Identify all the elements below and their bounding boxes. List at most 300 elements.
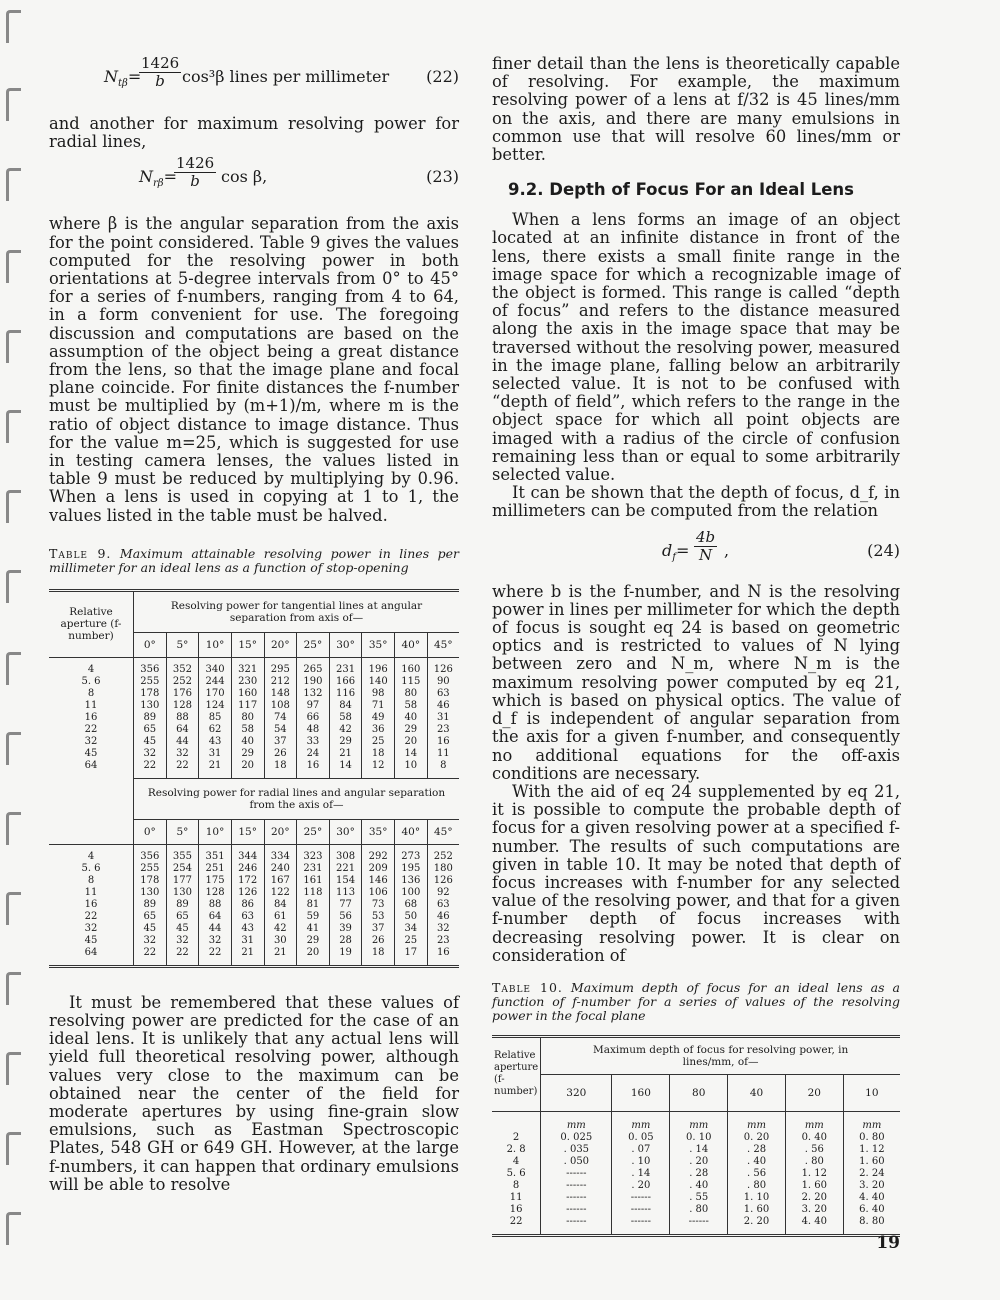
table-cell: 106 bbox=[368, 886, 388, 898]
left-column bbox=[49, 55, 459, 1194]
table-cell: 28 bbox=[339, 934, 352, 946]
table-cell: 100 bbox=[401, 886, 421, 898]
table-cell: 124 bbox=[205, 699, 225, 711]
table-cell: 212 bbox=[270, 675, 290, 687]
aperture-value: 32 bbox=[84, 922, 98, 934]
table-cell: 45 bbox=[143, 922, 157, 934]
value-column bbox=[843, 1111, 900, 1235]
paragraph: and another for maximum resolving power for radial lines, bbox=[49, 114, 459, 152]
right-column bbox=[492, 55, 900, 1237]
power-header: 20 bbox=[785, 1074, 843, 1111]
table-cell: 4. 40 bbox=[801, 1215, 828, 1227]
table-cell: 178 bbox=[140, 687, 160, 699]
paragraph: It can be shown that the depth of focus, d_f, in millimeters can be computed from the relation bbox=[492, 483, 900, 521]
table-cell: . 80 bbox=[746, 1179, 767, 1191]
page-number: 19 bbox=[876, 1233, 900, 1253]
table-cell: 24 bbox=[306, 747, 320, 759]
value-column bbox=[362, 844, 395, 966]
table-cell: 172 bbox=[238, 874, 258, 886]
aperture-value: 5. 6 bbox=[506, 1167, 526, 1179]
value-column bbox=[612, 1111, 670, 1235]
table-cell: . 80 bbox=[689, 1203, 709, 1215]
unit-label: mm bbox=[631, 1119, 651, 1131]
table-cell: 2. 20 bbox=[743, 1215, 770, 1227]
table-cell: 29 bbox=[241, 747, 255, 759]
table-cell: ------ bbox=[630, 1215, 652, 1227]
table-cell: 32 bbox=[143, 747, 157, 759]
table-cell: 89 bbox=[176, 898, 189, 910]
table-cell: 113 bbox=[336, 886, 356, 898]
table-cell: 8 bbox=[440, 759, 447, 771]
table-cell: 64 bbox=[176, 723, 189, 735]
table-cell: 10 bbox=[404, 759, 418, 771]
table-cell: 177 bbox=[172, 874, 192, 886]
table-cell: 126 bbox=[433, 874, 453, 886]
aperture-value: 2 bbox=[512, 1131, 520, 1143]
angle-header: 30° bbox=[329, 819, 362, 844]
paragraph: It must be remembered that these values of resolving power are predicted for the case of an ideal lens. It is unlikely that any actual lens will yield full theoretical resolving power, although values very close to the maximum can be obtained near the center of the field for moderate apertures by using fine-grain slow emulsions, such as Eastman Spectroscopic Plates, 548 GH or 649 GH. However, at the large f-numbers, it can happen that ordinary emulsions will be able to resolve bbox=[49, 992, 459, 1194]
value-column bbox=[785, 1111, 843, 1235]
table-cell: 178 bbox=[140, 874, 160, 886]
table-cell: 80 bbox=[241, 711, 255, 723]
table-cell: 77 bbox=[339, 898, 352, 910]
table-cell: 292 bbox=[368, 850, 388, 862]
table-cell: 321 bbox=[238, 663, 258, 675]
angle-header: 15° bbox=[231, 632, 264, 657]
table-cell: 148 bbox=[270, 687, 290, 699]
table-cell: 196 bbox=[368, 663, 388, 675]
column-group-header: Resolving power for radial lines and angular separation from the axis of— bbox=[134, 778, 460, 819]
table-cell: 81 bbox=[306, 898, 320, 910]
paragraph: finer detail than the lens is theoretically capable of resolving. For example, the maximum resolving power of a lens at f/32 is 45 lines/mm on the axis, and there are many emulsions in common use that will resolve 60 lines/mm or better. bbox=[492, 54, 900, 165]
table-cell: 89 bbox=[143, 898, 157, 910]
angle-header: 25° bbox=[297, 819, 330, 844]
table-cell: 56 bbox=[339, 910, 352, 922]
table-10-caption: Table 10. Maximum depth of focus for an ideal lens as a function of f-number for a series of values of the resolving power in the focal plane bbox=[492, 979, 900, 1023]
table-cell: 1. 60 bbox=[801, 1179, 828, 1191]
table-cell: 31 bbox=[208, 747, 222, 759]
table-cell: 14 bbox=[404, 747, 418, 759]
table-cell: 49 bbox=[371, 711, 385, 723]
table-cell: 2. 24 bbox=[859, 1167, 885, 1179]
table-cell: 25 bbox=[404, 934, 418, 946]
table-cell: 231 bbox=[336, 663, 356, 675]
equation-22: $N_{t\beta}=$ $\frac{1426}{b}$ cos³β lines per millimeter (22) bbox=[104, 54, 459, 90]
table-cell: . 20 bbox=[631, 1179, 651, 1191]
table-cell: 16 bbox=[306, 759, 320, 771]
table-cell: 58 bbox=[404, 699, 418, 711]
table-cell: 140 bbox=[368, 675, 388, 687]
table-cell: 351 bbox=[205, 850, 225, 862]
table-cell: 58 bbox=[339, 711, 352, 723]
aperture-value: 5. 6 bbox=[81, 862, 101, 874]
angle-header: 0° bbox=[134, 632, 167, 657]
table-cell: 356 bbox=[140, 850, 160, 862]
table-cell: 244 bbox=[205, 675, 225, 687]
table-cell: . 40 bbox=[689, 1179, 709, 1191]
table-cell: 62 bbox=[208, 723, 222, 735]
table-cell: 65 bbox=[143, 723, 157, 735]
table-cell: 25 bbox=[371, 735, 385, 747]
aperture-value: 8 bbox=[87, 687, 95, 699]
table-cell: 44 bbox=[208, 922, 222, 934]
table-cell: 23 bbox=[436, 934, 450, 946]
table-cell: 43 bbox=[208, 735, 222, 747]
table-cell: . 10 bbox=[631, 1155, 651, 1167]
table-cell: 32 bbox=[176, 747, 189, 759]
table-cell: 130 bbox=[140, 886, 160, 898]
angle-header: 15° bbox=[231, 819, 264, 844]
table-cell: 92 bbox=[436, 886, 450, 898]
aperture-value: 22 bbox=[509, 1215, 523, 1227]
table-cell: 22 bbox=[176, 759, 189, 771]
table-cell: 126 bbox=[238, 886, 258, 898]
power-header: 40 bbox=[728, 1074, 786, 1111]
table-cell: ------ bbox=[630, 1191, 652, 1203]
aperture-column bbox=[49, 657, 134, 778]
table-cell: 161 bbox=[303, 874, 323, 886]
table-cell: . 07 bbox=[631, 1143, 651, 1155]
table-cell: 63 bbox=[436, 898, 450, 910]
table-cell: 34 bbox=[404, 922, 418, 934]
value-column bbox=[329, 657, 362, 778]
angle-header: 40° bbox=[395, 632, 428, 657]
angle-header: 45° bbox=[427, 632, 459, 657]
table-cell: 0. 025 bbox=[560, 1131, 593, 1143]
value-column bbox=[199, 844, 232, 966]
table-cell: 65 bbox=[176, 910, 189, 922]
table-cell: 48 bbox=[306, 723, 320, 735]
table-cell: 46 bbox=[436, 910, 450, 922]
table-cell: 12 bbox=[371, 759, 385, 771]
table-cell: 18 bbox=[371, 747, 385, 759]
table-cell: 20 bbox=[241, 759, 255, 771]
table-cell: 73 bbox=[371, 898, 385, 910]
table-cell: 3. 20 bbox=[801, 1203, 828, 1215]
aperture-value: 16 bbox=[84, 711, 98, 723]
table-cell: 0. 05 bbox=[628, 1131, 654, 1143]
table-cell: 61 bbox=[273, 910, 287, 922]
table-cell: 4. 40 bbox=[859, 1191, 885, 1203]
table-cell: 86 bbox=[241, 898, 255, 910]
table-cell: 344 bbox=[238, 850, 258, 862]
table-cell: 130 bbox=[172, 886, 192, 898]
table-cell: 167 bbox=[270, 874, 290, 886]
table-cell: 26 bbox=[273, 747, 287, 759]
table-cell: 180 bbox=[433, 862, 453, 874]
column-group-header: Resolving power for tangential lines at angular separation from axis of— bbox=[134, 590, 460, 632]
table-cell: 190 bbox=[303, 675, 323, 687]
table-cell: 308 bbox=[336, 850, 356, 862]
table-cell: 45 bbox=[176, 922, 189, 934]
table-cell: 356 bbox=[140, 663, 160, 675]
table-cell: 273 bbox=[401, 850, 421, 862]
table-cell: 176 bbox=[172, 687, 192, 699]
table-cell: . 80 bbox=[804, 1155, 824, 1167]
value-column bbox=[728, 1111, 786, 1235]
table-cell: 1. 12 bbox=[801, 1167, 828, 1179]
aperture-value: 4 bbox=[87, 850, 95, 862]
table-cell: 20 bbox=[404, 735, 418, 747]
table-cell: 37 bbox=[273, 735, 287, 747]
value-column bbox=[264, 844, 297, 966]
table-cell: 59 bbox=[306, 910, 320, 922]
power-header: 80 bbox=[670, 1074, 728, 1111]
table-cell: 323 bbox=[303, 850, 323, 862]
table-cell: 84 bbox=[339, 699, 352, 711]
table-cell: 32 bbox=[143, 934, 157, 946]
table-cell: 246 bbox=[238, 862, 258, 874]
table-cell: 22 bbox=[208, 946, 222, 958]
value-column bbox=[231, 844, 264, 966]
table-cell: 84 bbox=[273, 898, 287, 910]
table-cell: 170 bbox=[205, 687, 225, 699]
value-column bbox=[231, 657, 264, 778]
table-cell: 252 bbox=[433, 850, 453, 862]
table-cell: 230 bbox=[238, 675, 258, 687]
table-cell: 21 bbox=[208, 759, 222, 771]
table-cell: ------ bbox=[630, 1203, 652, 1215]
table-cell: 20 bbox=[306, 946, 320, 958]
table-cell: . 28 bbox=[689, 1167, 709, 1179]
table-cell: 1. 12 bbox=[859, 1143, 885, 1155]
table-cell: 0. 40 bbox=[801, 1131, 828, 1143]
value-column bbox=[264, 657, 297, 778]
paragraph: When a lens forms an image of an object located at an infinite distance in front of the lens, there exists a small finite range in the image space for which a recognizable image of the object is formed. This range is called “depth of focus” and refers to the distance measured along the axis in the image space that may be traversed without the resolving power, measured in the image plane, falling below an arbitrarily selected value. It is not to be confused with “depth of field”, which refers to the range in the object space for which all point objects are imaged with a radius of the circle of confusion remaining less than or equal to some arbitrarily selected value. bbox=[492, 210, 900, 485]
value-column bbox=[297, 844, 330, 966]
table-cell: 355 bbox=[172, 850, 192, 862]
paragraph: where b is the f-number, and N is the resolving power in lines per millimeter for which the depth of focus is sought eq 24 is based on geometric optics and is restricted to values of N lying between zero and N_m, where N_m is the maximum resolving power computed by eq 21, which is based on physical optics. The value of d_f is independent of angular separation from the axis for a given f-number, and consequently no additional equations for the off-axis conditions are necessary. bbox=[492, 581, 900, 783]
table-cell: 65 bbox=[143, 910, 157, 922]
table-cell: 66 bbox=[306, 711, 320, 723]
table-cell: 11 bbox=[436, 747, 450, 759]
aperture-value: 64 bbox=[84, 759, 98, 771]
equation-23: $N_{r\beta}=$ $\frac{1426}{b}$ cos β, (23) bbox=[139, 154, 459, 191]
table-cell: 3. 20 bbox=[859, 1179, 885, 1191]
table-cell: 80 bbox=[404, 687, 418, 699]
table-cell: 160 bbox=[238, 687, 258, 699]
table-cell: 31 bbox=[436, 711, 450, 723]
table-cell: . 56 bbox=[746, 1167, 767, 1179]
table-cell: 33 bbox=[306, 735, 320, 747]
angle-header: 45° bbox=[427, 819, 459, 844]
table-cell: 118 bbox=[303, 886, 323, 898]
table-cell: 334 bbox=[270, 850, 290, 862]
aperture-value: 8 bbox=[87, 874, 95, 886]
table-cell: 146 bbox=[368, 874, 388, 886]
value-column bbox=[427, 657, 459, 778]
column-group-header: Maximum depth of focus for resolving power, in lines/mm, of— bbox=[541, 1036, 900, 1074]
table-cell: ------ bbox=[566, 1191, 587, 1203]
table-cell: 23 bbox=[436, 723, 450, 735]
table-cell: 340 bbox=[205, 663, 225, 675]
table-cell: 1. 60 bbox=[859, 1155, 885, 1167]
aperture-value: 22 bbox=[84, 910, 98, 922]
table-cell: 252 bbox=[172, 675, 192, 687]
value-column bbox=[427, 844, 459, 966]
table-cell: 58 bbox=[241, 723, 255, 735]
table-cell: 122 bbox=[270, 886, 290, 898]
table-cell: 209 bbox=[368, 862, 388, 874]
aperture-value: 11 bbox=[84, 699, 98, 711]
aperture-value: 5. 6 bbox=[81, 675, 101, 687]
table-cell: 2. 20 bbox=[801, 1191, 828, 1203]
table-cell: 231 bbox=[303, 862, 323, 874]
table-cell: 63 bbox=[241, 910, 255, 922]
table-cell: 31 bbox=[241, 934, 255, 946]
aperture-value: 45 bbox=[84, 934, 98, 946]
table-cell: 64 bbox=[208, 910, 222, 922]
table-cell: 32 bbox=[176, 934, 189, 946]
angle-header: 5° bbox=[166, 632, 199, 657]
table-cell: 45 bbox=[143, 735, 157, 747]
table-cell: 29 bbox=[404, 723, 418, 735]
table-cell: . 56 bbox=[804, 1143, 824, 1155]
table-cell: 1. 10 bbox=[743, 1191, 770, 1203]
table-cell: 90 bbox=[436, 675, 450, 687]
unit-label: mm bbox=[747, 1119, 766, 1131]
table-cell: 115 bbox=[401, 675, 421, 687]
aperture-value: 2. 8 bbox=[506, 1143, 526, 1155]
aperture-value: 16 bbox=[509, 1203, 523, 1215]
table-cell: 17 bbox=[404, 946, 418, 958]
table-cell: 1. 60 bbox=[743, 1203, 770, 1215]
table-cell: . 28 bbox=[746, 1143, 767, 1155]
table-cell: . 55 bbox=[689, 1191, 709, 1203]
unit-label: mm bbox=[862, 1119, 882, 1131]
aperture-column bbox=[492, 1111, 541, 1235]
value-column bbox=[166, 844, 199, 966]
table-cell: 46 bbox=[436, 699, 450, 711]
table-cell: 53 bbox=[371, 910, 385, 922]
aperture-value: 11 bbox=[509, 1191, 523, 1203]
table-cell: ------ bbox=[566, 1167, 587, 1179]
table-cell: 54 bbox=[273, 723, 287, 735]
table-cell: 85 bbox=[208, 711, 222, 723]
angle-header: 40° bbox=[395, 819, 428, 844]
value-column bbox=[134, 844, 167, 966]
angle-header: 0° bbox=[134, 819, 167, 844]
aperture-value: 16 bbox=[84, 898, 98, 910]
table-cell: 117 bbox=[238, 699, 258, 711]
table-9-caption: Table 9. Maximum attainable resolving power in lines per millimeter for an ideal lens as a function of stop-opening bbox=[49, 545, 459, 575]
table-cell: 19 bbox=[339, 946, 352, 958]
table-cell: 88 bbox=[176, 711, 189, 723]
aperture-value: 45 bbox=[84, 747, 98, 759]
table-cell: 14 bbox=[339, 759, 352, 771]
table-cell: 97 bbox=[306, 699, 320, 711]
table-cell: 128 bbox=[172, 699, 192, 711]
table-cell: 130 bbox=[140, 699, 160, 711]
aperture-value: 11 bbox=[84, 886, 98, 898]
equation-24: $d_f=$ $\frac{4b}{N}$ , (24) bbox=[662, 527, 900, 564]
table-cell: 175 bbox=[205, 874, 225, 886]
value-column bbox=[297, 657, 330, 778]
table-cell: 116 bbox=[336, 687, 356, 699]
table-cell: 63 bbox=[436, 687, 450, 699]
table-cell: 240 bbox=[270, 862, 290, 874]
table-cell: 41 bbox=[306, 922, 320, 934]
table-cell: 40 bbox=[404, 711, 418, 723]
value-column bbox=[395, 844, 428, 966]
table-cell: 36 bbox=[371, 723, 385, 735]
table-cell: 43 bbox=[241, 922, 255, 934]
paragraph: where β is the angular separation from the axis for the point considered. Table 9 gives the values computed for the resolving power in both orientations at 5-degree intervals from 0° to 45° for a series of f-numbers, ranging from 4 to 64, in a form convenient for use. The foregoing discussion and computations are based on the assumption of the object being a great distance from the lens, so that the image plane and focal plane coincide. For finite distances the f-number must be multiplied by (m+1)/m, where m is the ratio of object distance to image distance. Thus for the value m=25, which is suggested for use in testing camera lenses, the values listed in table 9 must be reduced by multiplying by 0.96. When a lens is used in copying at 1 to 1, the values listed in the table must be halved. bbox=[49, 214, 459, 525]
table-cell: 71 bbox=[371, 699, 385, 711]
table-cell: 352 bbox=[172, 663, 192, 675]
table-cell: 126 bbox=[433, 663, 453, 675]
table-cell: 42 bbox=[273, 922, 287, 934]
power-header: 10 bbox=[843, 1074, 900, 1111]
table-cell: 108 bbox=[270, 699, 290, 711]
table-cell: 88 bbox=[208, 898, 222, 910]
table-cell: ------ bbox=[566, 1203, 587, 1215]
table-cell: 0. 20 bbox=[743, 1131, 770, 1143]
angle-header: 35° bbox=[362, 819, 395, 844]
aperture-value: 22 bbox=[84, 723, 98, 735]
table-cell: ------ bbox=[566, 1179, 587, 1191]
angle-header: 25° bbox=[297, 632, 330, 657]
table-cell: 221 bbox=[336, 862, 356, 874]
column-header: Relative aperture (f-number) bbox=[492, 1036, 541, 1111]
table-cell: 8. 80 bbox=[859, 1215, 885, 1227]
angle-header: 20° bbox=[264, 819, 297, 844]
table-cell: 265 bbox=[303, 663, 323, 675]
table-cell: 166 bbox=[336, 675, 356, 687]
value-column bbox=[670, 1111, 728, 1235]
angle-header: 30° bbox=[329, 632, 362, 657]
table-cell: 30 bbox=[273, 934, 287, 946]
table-cell: 21 bbox=[241, 946, 255, 958]
table-cell: 29 bbox=[339, 735, 352, 747]
table-10 bbox=[492, 1035, 900, 1237]
section-heading: 9.2. Depth of Focus For an Ideal Lens bbox=[508, 180, 855, 200]
unit-label: mm bbox=[566, 1119, 586, 1131]
table-cell: 26 bbox=[371, 934, 385, 946]
angle-header: 20° bbox=[264, 632, 297, 657]
power-header: 160 bbox=[612, 1074, 670, 1111]
unit-label: mm bbox=[804, 1119, 824, 1131]
table-cell: 39 bbox=[339, 922, 352, 934]
table-cell: 22 bbox=[176, 946, 189, 958]
value-column bbox=[395, 657, 428, 778]
column-header: Relative aperture (f-number) bbox=[49, 590, 134, 657]
table-cell: 251 bbox=[205, 862, 225, 874]
table-cell: . 050 bbox=[563, 1155, 590, 1167]
value-column bbox=[329, 844, 362, 966]
table-cell: 255 bbox=[140, 675, 160, 687]
aperture-value: 32 bbox=[84, 735, 98, 747]
table-cell: 295 bbox=[270, 663, 290, 675]
table-cell: 154 bbox=[336, 874, 356, 886]
table-cell: 32 bbox=[436, 922, 450, 934]
table-cell: ------ bbox=[566, 1215, 587, 1227]
table-cell: 22 bbox=[143, 946, 157, 958]
table-cell: 42 bbox=[339, 723, 352, 735]
angle-header: 10° bbox=[199, 819, 232, 844]
table-cell: 254 bbox=[172, 862, 192, 874]
table-cell: . 035 bbox=[563, 1143, 590, 1155]
table-cell: 74 bbox=[273, 711, 287, 723]
table-cell: 21 bbox=[339, 747, 352, 759]
table-cell: 98 bbox=[371, 687, 385, 699]
table-cell: 32 bbox=[208, 934, 222, 946]
table-cell: 29 bbox=[306, 934, 320, 946]
table-cell: 160 bbox=[401, 663, 421, 675]
table-cell: 22 bbox=[143, 759, 157, 771]
table-cell: 18 bbox=[273, 759, 287, 771]
table-cell: 68 bbox=[404, 898, 418, 910]
